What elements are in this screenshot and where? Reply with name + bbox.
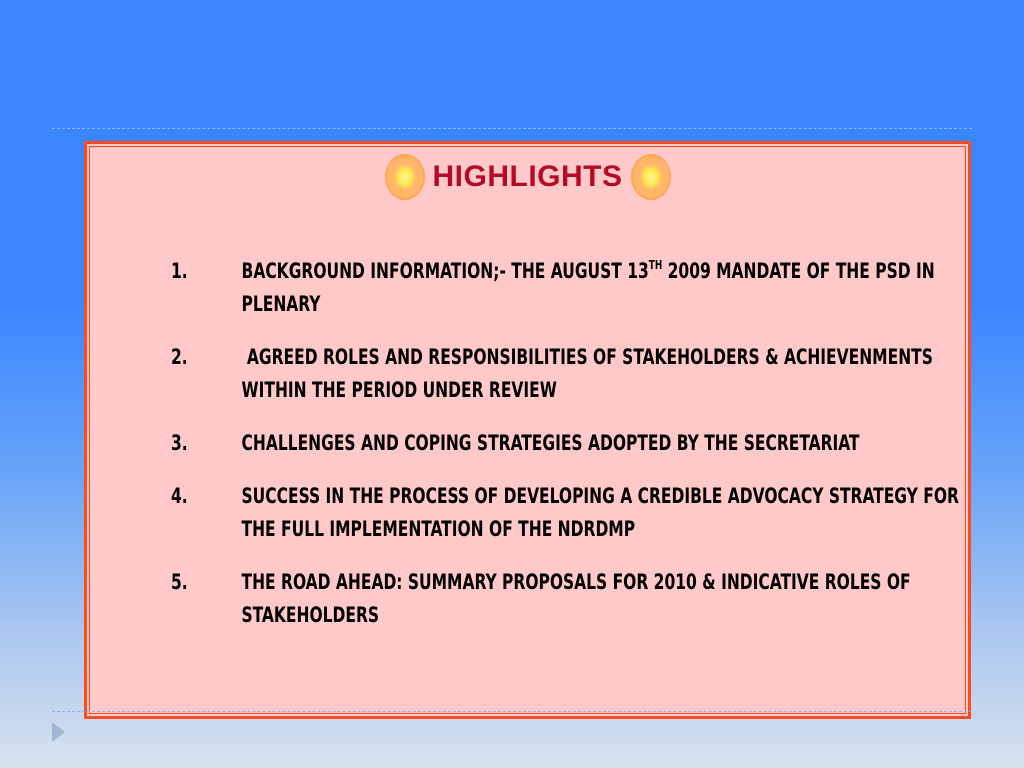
item-number: 3. (171, 431, 188, 455)
item-number: 5. (171, 570, 188, 594)
item-number: 1. (171, 259, 188, 283)
item-number: 2. (171, 345, 188, 369)
superscript: TH (648, 258, 663, 272)
list-item (171, 255, 960, 321)
list-item (171, 480, 960, 546)
panel-header (87, 152, 968, 202)
list-item (171, 566, 960, 632)
item-text: THE ROAD AHEAD: SUMMARY PROPOSALS FOR 2010 & INDICATIVE ROLES OF STAKEHOLDERS (241, 570, 911, 627)
list-item (171, 341, 960, 407)
sun-bullet-icon (631, 154, 671, 200)
sun-bullet-icon (385, 154, 425, 200)
item-text-part: BACKGROUND INFORMATION;- THE AUGUST 13 (241, 259, 649, 283)
item-text: CHALLENGES AND COPING STRATEGIES ADOPTED BY THE SECRETARIAT (241, 431, 860, 455)
list-item (171, 427, 960, 460)
item-text: SUCCESS IN THE PROCESS OF DEVELOPING A CREDIBLE ADVOCACY STRATEGY FOR THE FULL IMPLEMENTATION OF THE NDRDMP (241, 484, 959, 541)
highlights-panel (84, 141, 971, 719)
bottom-divider (52, 711, 972, 712)
item-text-part: 2009 MANDATE OF THE PSD IN PLENARY (241, 259, 935, 316)
item-number: 4. (171, 484, 188, 508)
top-divider (52, 128, 972, 129)
play-triangle-icon[interactable] (52, 722, 65, 742)
highlights-list (171, 255, 960, 652)
item-text (242, 255, 961, 321)
item-text: AGREED ROLES AND RESPONSIBILITIES OF STAKEHOLDERS & ACHIEVENMENTS WITHIN THE PERIOD UNDER REVIEW (241, 345, 939, 402)
page-title: HIGHLIGHTS (432, 160, 623, 193)
